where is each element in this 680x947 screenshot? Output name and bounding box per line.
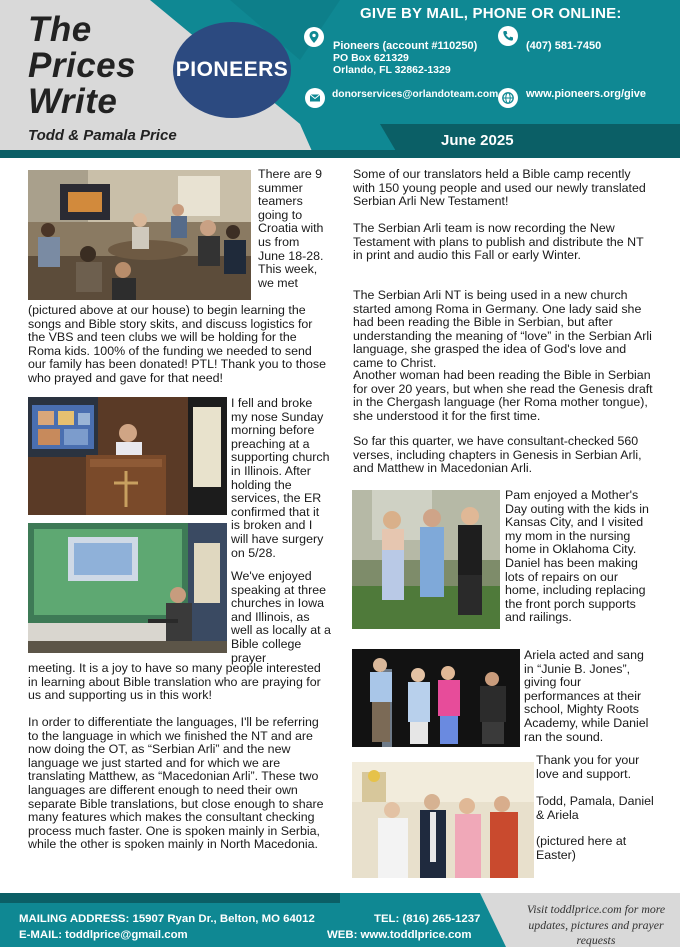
right-paragraph-3: The Serbian Arli NT is being used in a new church started among Roma in Germany. One lady said she had been reading the Bible in Serbian, but after understanding the meaning of “love” in the Serbian Arli language, she grasped the idea of God's love and came to Christ. (353, 288, 652, 370)
left-paragraph-1b: (pictured above at our house) to begin learning the songs and Bible story skits, and discuss logistics for the VBS and teen clubs we will be holding for the Roma kids. 100% of the funding we needed to send our family has been donated! PTL! Thank you to those who prayed and gave for that need! (28, 303, 327, 385)
logo-text: PIONEERS (175, 58, 289, 81)
right-paragraph-1: Some of our translators held a Bible camp recently with 150 young people and used our newly translated Serbian Arli New Testament! (353, 167, 646, 209)
right-paragraph-2: The Serbian Arli team is now recording the New Testament with plans to publish and distribute the NT in print and audio this Fall or early Winter. (353, 221, 644, 263)
newsletter-footer (0, 893, 680, 947)
issue-month: June 2025 (441, 132, 514, 149)
give-title: GIVE BY MAIL, PHONE OR ONLINE: (360, 5, 622, 22)
mail-line: Orlando, FL 32862-1329 (333, 64, 451, 76)
photo-junie-b-jones (352, 649, 520, 747)
pioneers-logo (173, 22, 291, 118)
donor-email[interactable]: donorservices@orlandoteam.com (332, 89, 499, 100)
newsletter-title (28, 12, 188, 120)
photo-easter-family (352, 762, 534, 878)
right-paragraph-5: So far this quarter, we have consultant-checked 560 verses, including chapters in Genesis in Serbian Arli, and Matthew in Macedonian Arli. (353, 434, 642, 476)
phone-number[interactable]: (407) 581-7450 (526, 40, 602, 52)
title-line: Write (28, 82, 118, 121)
footer-email[interactable]: E-MAIL: toddlprice@gmail.com (19, 929, 188, 941)
mail-address (333, 40, 477, 76)
right-paragraph-10: (pictured here at Easter) (536, 834, 627, 862)
give-web-link[interactable]: www.pioneers.org/give (526, 88, 647, 100)
title-line: Prices (28, 46, 137, 85)
right-paragraph-8: Thank you for your love and support. (536, 753, 640, 781)
location-pin-icon (304, 27, 324, 47)
phone-icon (498, 26, 518, 46)
photo-mothers-day (352, 490, 500, 629)
right-paragraph-9: Todd, Pamala, Daniel & Ariela (536, 794, 654, 822)
globe-icon (498, 88, 518, 108)
title-line: The (28, 10, 92, 49)
right-paragraph-4: Another woman had been reading the Bible in Serbian for over 20 years, but when she read the Genesis draft in the Chergash language (her Roma mother tongue), she understood it for the first time. (353, 368, 653, 423)
left-paragraph-2: I fell and broke my nose Sunday morning before preaching at a supporting church in Illinois. After holding the services, the ER confirmed that it is broken and I will have surgery on 5/28. (231, 396, 330, 560)
left-paragraph-3b: meeting. It is a joy to have so many people interested in learning about Bible translation who are praying for us and supporting us in this work! (28, 661, 321, 703)
photo-speaking-presentation (28, 523, 227, 653)
newsletter-header (0, 0, 680, 158)
photo-preaching (28, 397, 227, 515)
footer-note: Visit toddlprice.com for more updates, pictures and prayer requests (526, 902, 666, 947)
left-paragraph-4: In order to differentiate the languages, I'll be referring to the language in which we finished the NT and are now doing the OT, as “Serbian Arli” and the new language we just started and for which we are translating Matthew, as “Macedonian Arli”. These two languages are different enough to need their own separate Bible translations, but close enough to share many features which makes the consultant checking process much faster. One is spoken mainly in Serbia, while the other is spoken mainly in North Macedonia. (28, 715, 324, 852)
photo-summer-team-meeting (28, 170, 251, 300)
envelope-icon (305, 88, 325, 108)
mail-line: Pioneers (account #110250) (333, 40, 478, 52)
right-paragraph-6: Pam enjoyed a Mother's Day outing with the kids in Kansas City, and I visited my mom in the nursing home in Oklahoma City. Daniel has been making lots of repairs on our home, including replacing the front porch supports and railings. (505, 488, 649, 625)
mail-line: PO Box 621329 (333, 52, 409, 64)
footer-website[interactable]: WEB: www.toddlprice.com (327, 929, 472, 941)
right-paragraph-7: Ariela acted and sang in “Junie B. Jones”, giving four performances at their school, Mighty Roots Academy, while Daniel ran the sound. (524, 648, 649, 744)
footer-phone[interactable]: TEL: (816) 265-1237 (374, 913, 481, 925)
left-paragraph-1a: There are 9 summer teamers going to Croatia with us from June 18-28. This week, we met (258, 167, 324, 290)
left-paragraph-3a: We've enjoyed speaking at three churches in Iowa and Illinois, as well as locally at a Bible college prayer (231, 569, 331, 665)
byline: Todd & Pamala Price (28, 127, 177, 144)
mailing-address: MAILING ADDRESS: 15907 Ryan Dr., Belton, MO 64012 (19, 913, 315, 925)
